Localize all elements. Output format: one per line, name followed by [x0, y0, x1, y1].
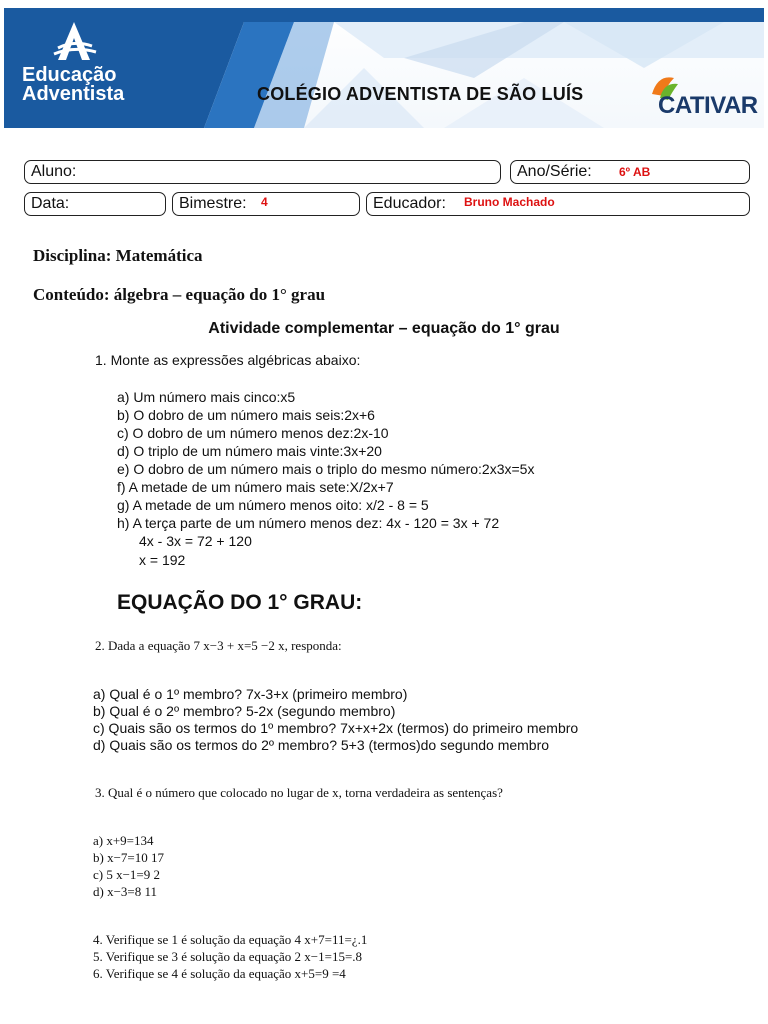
list-item: c) 5 x−1=9 2: [93, 867, 161, 882]
school-name: COLÉGIO ADVENTISTA DE SÃO LUÍS: [257, 84, 584, 104]
bimestre-label: Bimestre:: [179, 195, 247, 212]
list-item: h) A terça parte de um número menos dez: 4x - 120 = 3x + 72: [117, 515, 500, 531]
list-item: f) A metade de um número mais sete:X/2x+7: [117, 479, 394, 495]
ano-serie-field[interactable]: [510, 160, 750, 184]
question-4: 4. Verifique se 1 é solução da equação 4 x+7=11=¿.1: [93, 932, 368, 947]
aluno-label: Aluno:: [31, 163, 77, 180]
list-item: b) x−7=10 17: [93, 850, 164, 865]
list-item: a) Qual é o 1º membro? 7x-3+x (primeiro membro): [93, 686, 408, 702]
educador-value: Bruno Machado: [464, 195, 555, 209]
educador-label: Educador:: [373, 195, 446, 212]
list-item: d) Quais são os termos do 2º membro? 5+3 (termos)do segundo membro: [93, 737, 550, 753]
aluno-field[interactable]: [24, 160, 501, 184]
question-2-prompt: 2. Dada a equação 7 x−3 + x=5 −2 x, responda:: [95, 638, 342, 653]
data-field[interactable]: [24, 192, 166, 216]
list-item: d) O triplo de um número mais vinte:3x+20: [117, 443, 382, 459]
section-heading: EQUAÇÃO DO 1° GRAU:: [117, 591, 363, 614]
ano-serie-label: Ano/Série:: [517, 163, 592, 180]
header-banner: [4, 8, 764, 128]
logo-text: Educação Adventista: [22, 64, 125, 105]
list-item: c) Quais são os termos do 1º membro? 7x+x+2x (termos) do primeiro membro: [93, 720, 579, 736]
ano-serie-value: 6º AB: [619, 165, 651, 179]
bimestre-value: 4: [261, 195, 268, 209]
work-line: x = 192: [139, 552, 186, 568]
list-item: b) Qual é o 2º membro? 5-2x (segundo membro): [93, 703, 396, 719]
data-label: Data:: [31, 195, 70, 212]
activity-title: Atividade complementar – equação do 1° grau: [208, 320, 560, 337]
conteudo-heading: Conteúdo: álgebra – equação do 1° grau: [33, 285, 326, 304]
question-6: 6. Verifique se 4 é solução da equação x+5=9 =4: [93, 966, 346, 981]
educador-field[interactable]: [366, 192, 750, 216]
list-item: g) A metade de um número menos oito: x/2 - 8 = 5: [117, 497, 429, 513]
work-line: 4x - 3x = 72 + 120: [139, 533, 252, 549]
list-item: b) O dobro de um número mais seis:2x+6: [117, 407, 375, 423]
bimestre-field[interactable]: [172, 192, 360, 216]
question-1-prompt: 1. Monte as expressões algébricas abaixo:: [95, 352, 361, 368]
adventist-logo-icon: [44, 22, 104, 62]
question-5: 5. Verifique se 3 é solução da equação 2 x−1=15=.8: [93, 949, 363, 964]
list-item: c) O dobro de um número menos dez:2x-10: [117, 425, 389, 441]
list-item: e) O dobro de um número mais o triplo do mesmo número:2x3x=5x: [117, 461, 535, 477]
question-3-prompt: 3. Qual é o número que colocado no lugar de x, torna verdadeira as sentenças?: [95, 785, 503, 800]
list-item: a) x+9=134: [93, 833, 154, 848]
disciplina-heading: Disciplina: Matemática: [33, 246, 203, 265]
list-item: d) x−3=8 11: [93, 884, 158, 899]
cativar-brand: CATIVAR: [658, 92, 758, 119]
list-item: a) Um número mais cinco:x5: [117, 389, 296, 405]
